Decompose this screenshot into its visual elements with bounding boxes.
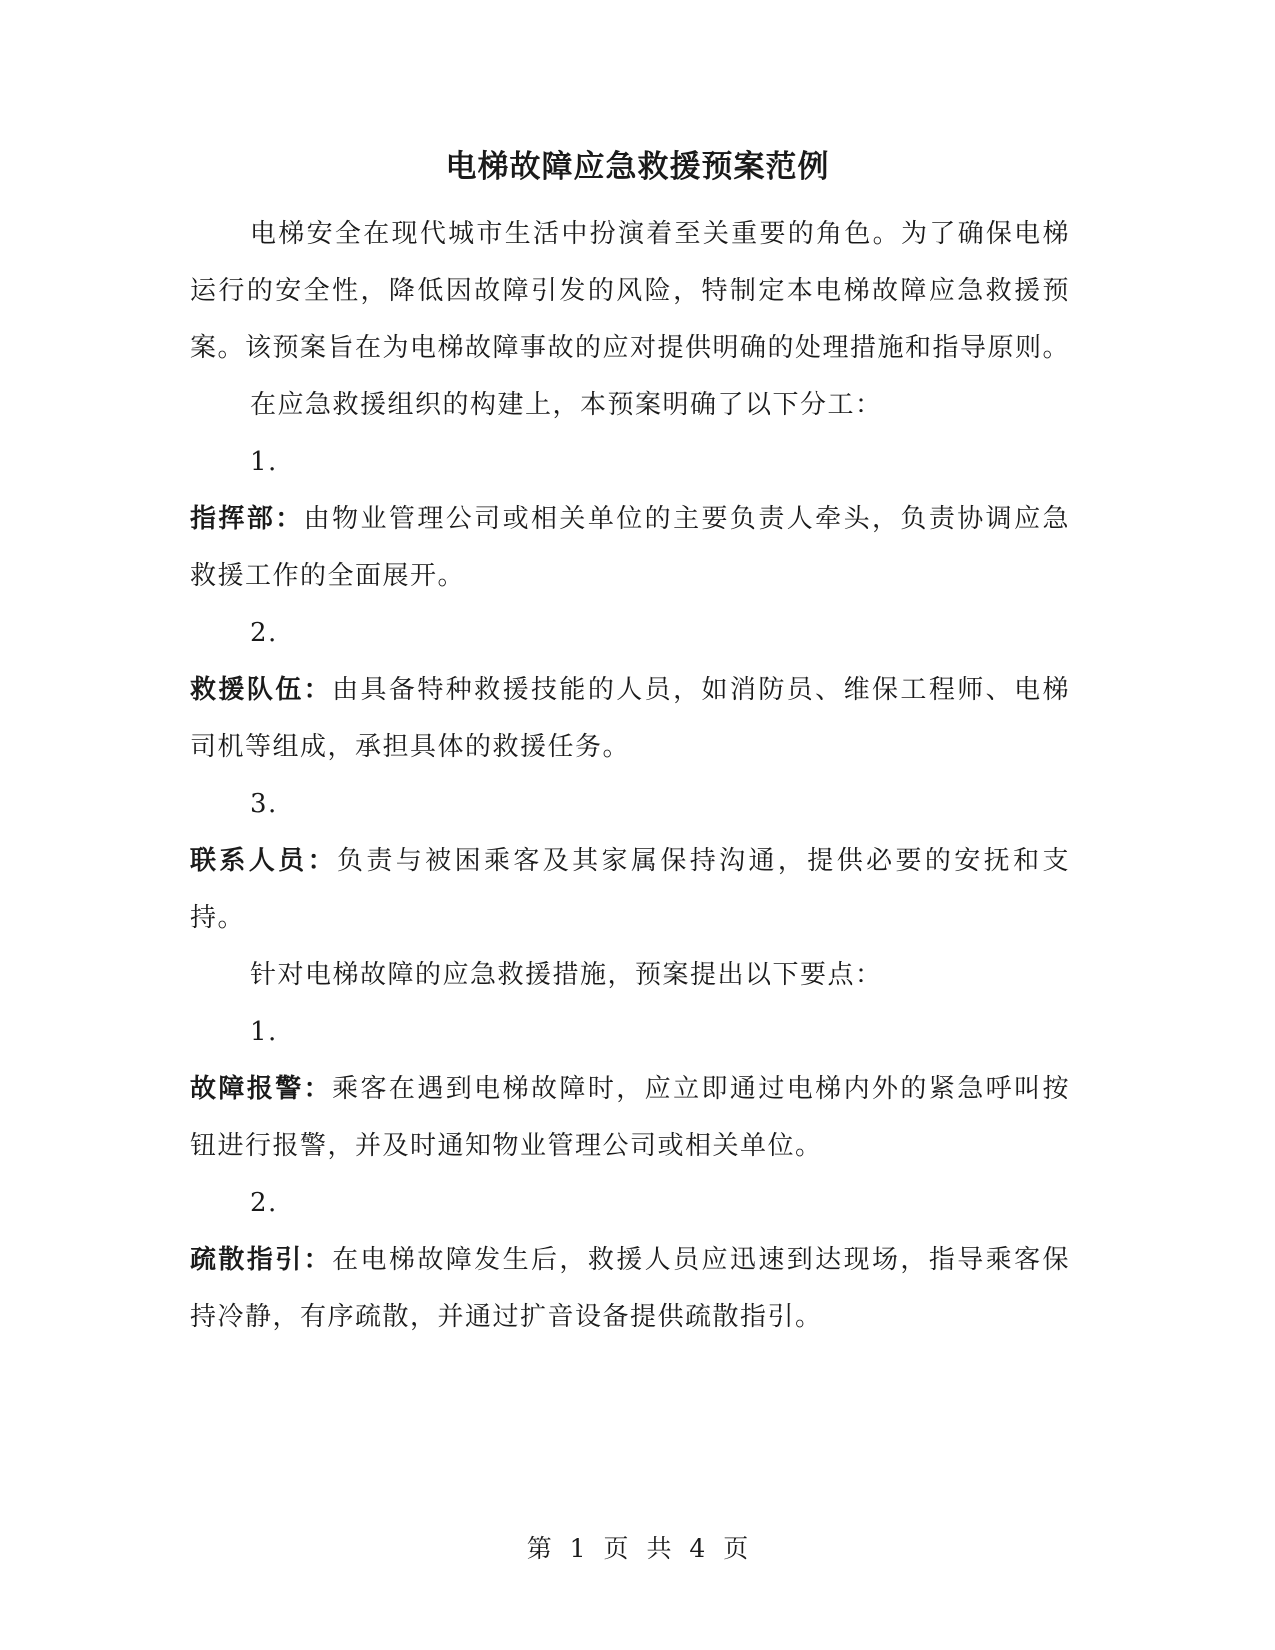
section2-intro: 针对电梯故障的应急救援措施，预案提出以下要点： <box>250 960 883 990</box>
section2-item-1 <box>190 1061 1070 1175</box>
section1-intro: 在应急救援组织的构建上，本预案明确了以下分工： <box>250 390 883 420</box>
section1-item-1 <box>190 491 1070 605</box>
section1-item-1-number: 1. <box>250 447 278 477</box>
section2-item-1-term: 故障报警： <box>190 1074 333 1104</box>
section2-item-2-text: 在电梯故障发生后，救援人员应迅速到达现场，指导乘客保持冷静，有序疏散，并通过扩音设备提供疏散指引。 <box>190 1245 1070 1332</box>
section1-item-3-term: 联系人员： <box>190 846 337 876</box>
section1-item-2-term: 救援队伍： <box>190 675 333 705</box>
section1-item-2-number: 2. <box>250 618 278 648</box>
section1-item-1-text: 由物业管理公司或相关单位的主要负责人牵头，负责协调应急救援工作的全面展开。 <box>190 504 1070 591</box>
section2-item-1-number: 1. <box>250 1017 278 1047</box>
section2-item-1-text: 乘客在遇到电梯故障时，应立即通过电梯内外的紧急呼叫按钮进行报警，并及时通知物业管理公司或相关单位。 <box>190 1074 1070 1161</box>
section1-item-3 <box>190 833 1070 947</box>
section2-item-2 <box>190 1232 1070 1346</box>
section2-item-2-term: 疏散指引： <box>190 1245 333 1275</box>
section1-item-1-term: 指挥部： <box>190 504 304 534</box>
document-body <box>190 206 1070 1346</box>
section2-item-2-number: 2. <box>250 1188 278 1218</box>
intro-paragraph: 电梯安全在现代城市生活中扮演着至关重要的角色。为了确保电梯运行的安全性，降低因故障引发的风险，特制定本电梯故障应急救援预案。该预案旨在为电梯故障事故的应对提供明确的处理措施和指导原则。 <box>190 219 1071 363</box>
section1-item-2 <box>190 662 1070 776</box>
page-number-footer: 第 1 页 共 4 页 <box>526 1534 749 1563</box>
section1-item-2-text: 由具备特种救援技能的人员，如消防员、维保工程师、电梯司机等组成，承担具体的救援任务。 <box>190 675 1070 762</box>
section1-item-3-number: 3. <box>250 789 278 819</box>
document-title: 电梯故障应急救援预案范例 <box>445 149 830 185</box>
section1-item-3-text: 负责与被困乘客及其家属保持沟通，提供必要的安抚和支持。 <box>190 846 1070 933</box>
